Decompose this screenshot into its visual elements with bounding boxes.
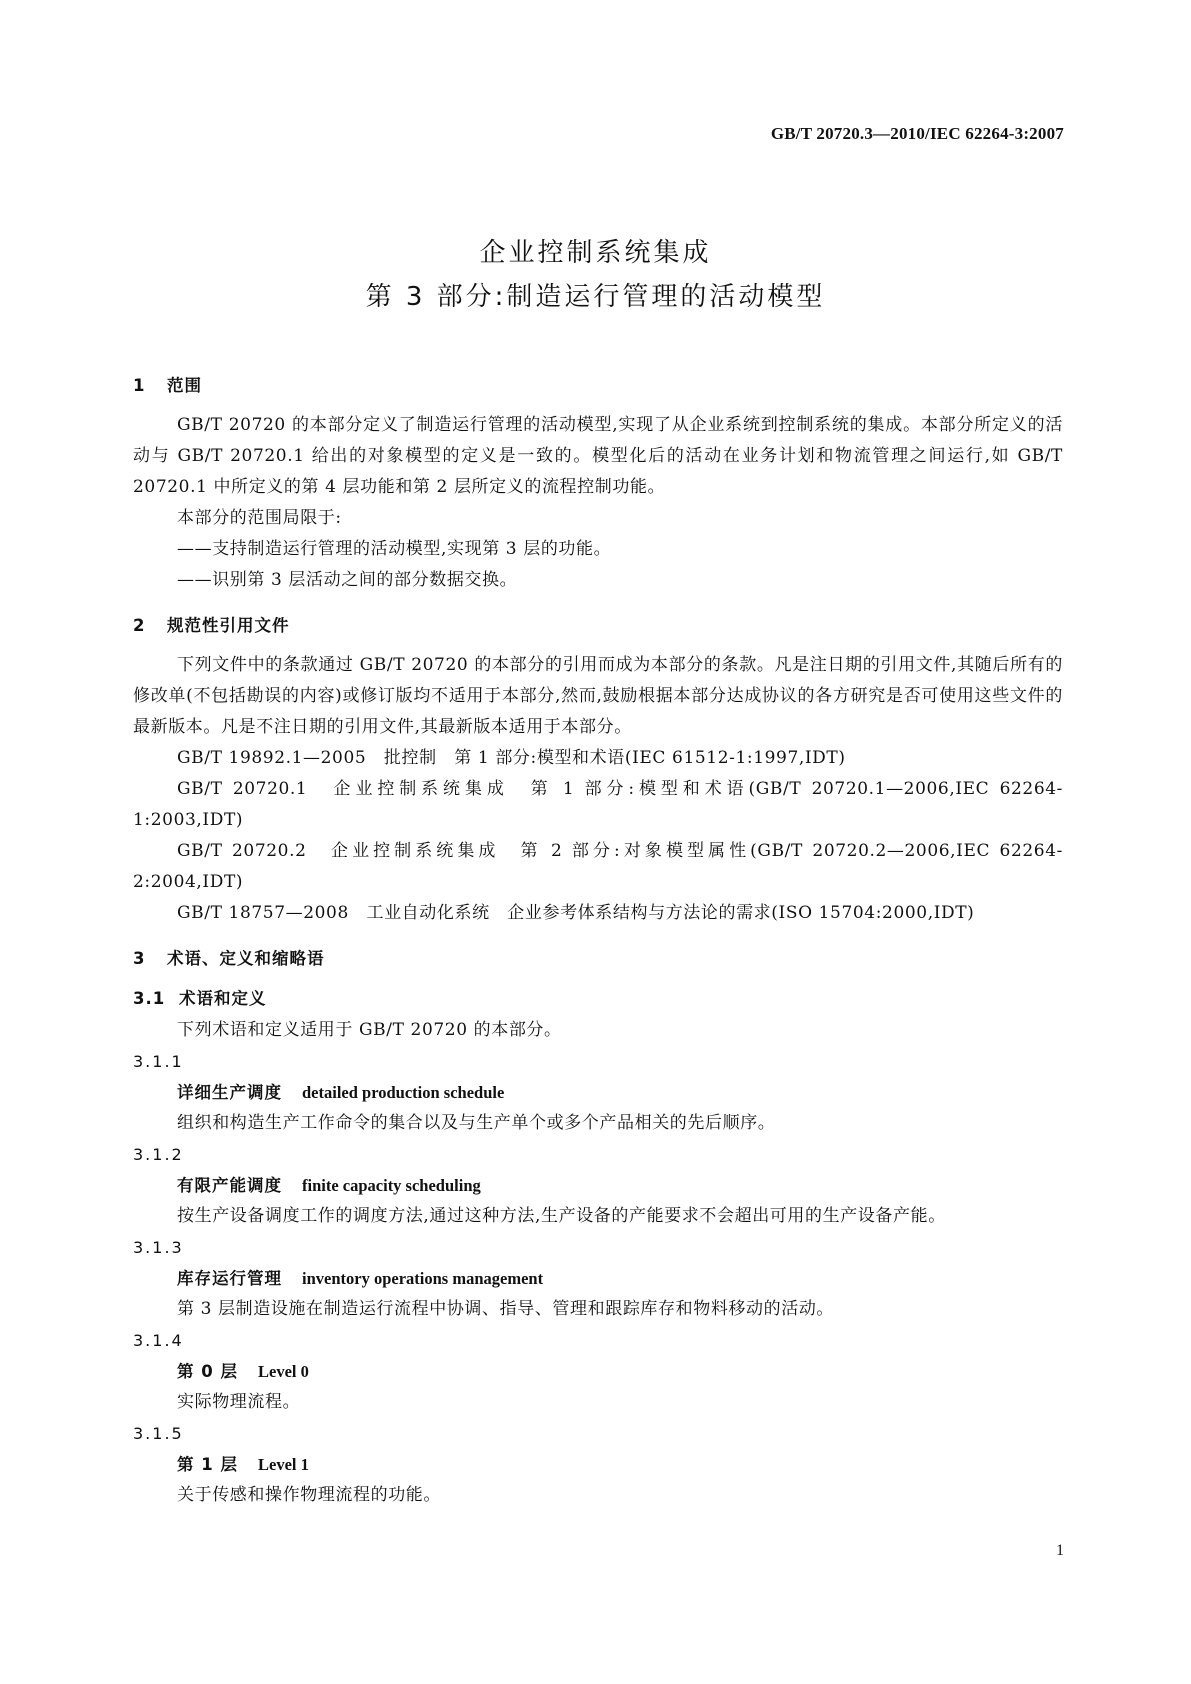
standard-code: GB/T 20720.3—2010/IEC 62264-3:2007 bbox=[770, 124, 1064, 143]
paragraph: GB/T 20720 的本部分定义了制造运行管理的活动模型,实现了从企业系统到控制系统的集成。本部分所定义的活动与 GB/T 20720.1 给出的对象模型的定义是一致的。模型化后的活动在业务计划和物流管理之间运行,如 GB/T 20720.1 中所定义的第 4 层功能和第 2 层所定义的流程控制功能。 bbox=[133, 415, 1063, 497]
term-entry bbox=[133, 1077, 1063, 1108]
reference-item: GB/T 18757—2008 工业自动化系统 企业参考体系结构与方法论的需求(ISO 15704:2000,IDT) bbox=[177, 903, 975, 923]
paragraph: 下列术语和定义适用于 GB/T 20720 的本部分。 bbox=[177, 1020, 562, 1040]
term-english: inventory operations management bbox=[302, 1269, 544, 1288]
section-number: 2 bbox=[133, 616, 146, 635]
list-item: ——识别第 3 层活动之间的部分数据交换。 bbox=[177, 570, 518, 590]
term-entry bbox=[133, 1356, 1063, 1387]
term-number: 3.1.4 bbox=[133, 1331, 184, 1350]
term-english: Level 1 bbox=[257, 1455, 309, 1474]
term-entry bbox=[133, 1263, 1063, 1294]
section-heading-scope bbox=[133, 370, 1063, 402]
reference-item: GB/T 19892.1—2005 批控制 第 1 部分:模型和术语(IEC 61512-1:1997,IDT) bbox=[177, 748, 846, 768]
paragraph: 下列文件中的条款通过 GB/T 20720 的本部分的引用而成为本部分的条款。凡是注日期的引用文件,其随后所有的修改单(不包括勘误的内容)或修订版均不适用于本部分,然而,鼓励根据本部分达成协议的各方研究是否可使用这些文件的最新版本。凡是不注日期的引用文件,其最新版本适用于本部分。 bbox=[133, 655, 1063, 737]
document-title-line1: 企业控制系统集成 bbox=[479, 238, 712, 268]
term-chinese: 详细生产调度 bbox=[177, 1083, 282, 1102]
term-definition: 实际物理流程。 bbox=[177, 1392, 301, 1412]
term-definition: 第 3 层制造设施在制造运行流程中协调、指导、管理和跟踪库存和物料移动的活动。 bbox=[177, 1299, 835, 1319]
term-english: Level 0 bbox=[257, 1362, 309, 1381]
term-english: finite capacity scheduling bbox=[302, 1176, 481, 1195]
term-definition: 按生产设备调度工作的调度方法,通过这种方法,生产设备的产能要求不会超出可用的生产设备产能。 bbox=[177, 1206, 946, 1226]
document-title-line2: 第 3 部分:制造运行管理的活动模型 bbox=[365, 282, 826, 312]
subsection-title: 术语和定义 bbox=[179, 989, 267, 1008]
section-title: 术语、定义和缩略语 bbox=[167, 949, 325, 968]
subsection-number: 3.1 bbox=[133, 989, 166, 1008]
term-entry bbox=[133, 1170, 1063, 1201]
section-heading-normative-references bbox=[133, 610, 1063, 642]
subsection-heading-terms-definitions bbox=[133, 983, 1063, 1015]
term-number: 3.1.3 bbox=[133, 1238, 184, 1257]
term-chinese: 第 0 层 bbox=[177, 1362, 238, 1381]
section-title: 范围 bbox=[167, 376, 202, 395]
term-chinese: 库存运行管理 bbox=[177, 1269, 282, 1288]
page-number: 1 bbox=[1056, 1542, 1064, 1559]
term-entry bbox=[133, 1449, 1063, 1480]
reference-item: GB/T 20720.2 企业控制系统集成 第 2 部分:对象模型属性(GB/T 20720.2—2006,IEC 62264-2:2004,IDT) bbox=[133, 841, 1063, 892]
list-item: ——支持制造运行管理的活动模型,实现第 3 层的功能。 bbox=[177, 539, 612, 559]
term-number: 3.1.2 bbox=[133, 1145, 184, 1164]
paragraph: 本部分的范围局限于: bbox=[177, 508, 342, 528]
reference-item: GB/T 20720.1 企业控制系统集成 第 1 部分:模型和术语(GB/T 20720.1—2006,IEC 62264-1:2003,IDT) bbox=[133, 779, 1063, 830]
term-chinese: 第 1 层 bbox=[177, 1455, 238, 1474]
term-number: 3.1.5 bbox=[133, 1424, 184, 1443]
term-definition: 组织和构造生产工作命令的集合以及与生产单个或多个产品相关的先后顺序。 bbox=[177, 1113, 776, 1133]
term-number: 3.1.1 bbox=[133, 1052, 184, 1071]
term-chinese: 有限产能调度 bbox=[177, 1176, 282, 1195]
section-number: 1 bbox=[133, 376, 146, 395]
section-number: 3 bbox=[133, 949, 146, 968]
section-heading-terms bbox=[133, 943, 1063, 975]
term-english: detailed production schedule bbox=[302, 1083, 505, 1102]
document-body bbox=[133, 370, 1063, 1511]
term-definition: 关于传感和操作物理流程的功能。 bbox=[177, 1485, 441, 1505]
section-title: 规范性引用文件 bbox=[167, 616, 290, 635]
